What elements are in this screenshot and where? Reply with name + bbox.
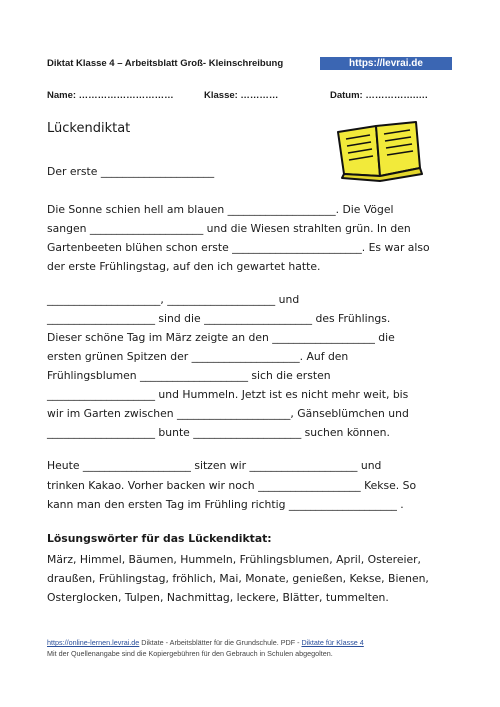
footer-link-site[interactable]: https://online-lernen.levrai.de xyxy=(47,638,140,647)
text-line-16: kann man den ersten Tag im Frühling richtig ____________________ . xyxy=(47,498,404,511)
solution-line-3: Osterglocken, Tulpen, Nachmittag, leckere, Blätter, tummelten. xyxy=(47,591,389,604)
footer-link-diktate[interactable]: Diktate für Klasse 4 xyxy=(301,638,364,647)
text-line-4: Gartenbeeten blühen schon erste ________________________. Es war also xyxy=(47,241,430,254)
text-line-3: sangen _____________________ und die Wiesen strahlten grün. In den xyxy=(47,222,411,235)
solution-line-1: März, Himmel, Bäumen, Hummeln, Frühlingsblumen, April, Ostereier, xyxy=(47,553,421,566)
solution-heading: Lösungswörter für das Lückendiktat: xyxy=(47,532,272,545)
date-field[interactable]: Datum: …………….…. xyxy=(330,90,428,101)
text-line-10: Frühlingsblumen ____________________ sich die ersten xyxy=(47,369,331,382)
site-badge[interactable]: https://levrai.de xyxy=(320,57,452,70)
text-line-7: ____________________ sind die ____________________ des Frühlings. xyxy=(47,312,391,325)
page-title: Lückendiktat xyxy=(47,121,131,136)
footer-line-2: Mit der Quellenangabe sind die Kopiergebühren für den Gebrauch in Schulen abgegolten. xyxy=(47,649,333,658)
footer-line-1 xyxy=(47,638,364,647)
text-line-15: trinken Kakao. Vorher backen wir noch ___________________ Kekse. So xyxy=(47,479,417,492)
text-line-2: Die Sonne schien hell am blauen ____________________. Die Vögel xyxy=(47,203,394,216)
text-line-6: _____________________, ____________________ und xyxy=(47,293,300,306)
worksheet-title: Diktat Klasse 4 – Arbeitsblatt Groß- Kleinschreibung xyxy=(47,58,284,69)
text-line-13: ____________________ bunte ____________________ suchen können. xyxy=(47,426,390,439)
solution-line-2: draußen, Frühlingstag, fröhlich, Mai, Monate, genießen, Kekse, Bienen, xyxy=(47,572,429,585)
open-book-icon xyxy=(332,118,424,186)
text-line-14: Heute ____________________ sitzen wir ____________________ und xyxy=(47,459,382,472)
name-field[interactable]: Name: ………………………… xyxy=(47,90,174,101)
text-line-9: ersten grünen Spitzen der ____________________. Auf den xyxy=(47,350,349,363)
text-line-11: ____________________ und Hummeln. Jetzt ist es nicht mehr weit, bis xyxy=(47,388,409,401)
footer-text: Diktate - Arbeitsblätter für die Grundschule. PDF - xyxy=(139,638,302,647)
text-line-8: Dieser schöne Tag im März zeigte an den ___________________ die xyxy=(47,331,395,344)
text-line-5: der erste Frühlingstag, auf den ich gewartet hatte. xyxy=(47,260,321,273)
text-line-1: Der erste _____________________ xyxy=(47,165,215,178)
class-field[interactable]: Klasse: ………… xyxy=(204,90,279,101)
text-line-12: wir im Garten zwischen _____________________, Gänseblümchen und xyxy=(47,407,409,420)
